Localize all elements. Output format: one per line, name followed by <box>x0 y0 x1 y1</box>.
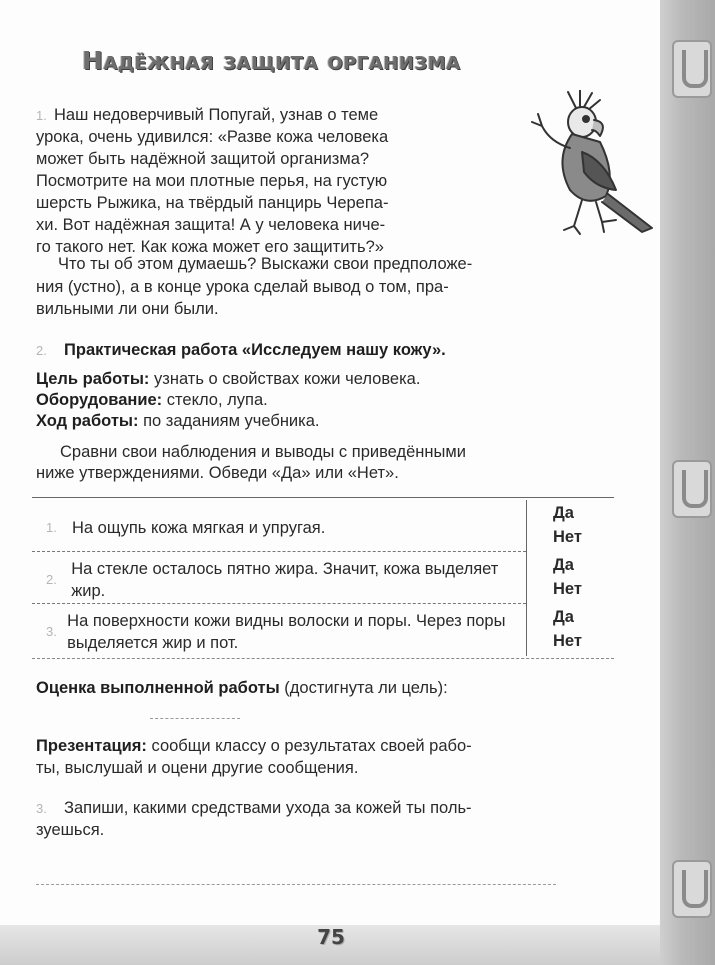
task2-heading: 2. Практическая работа «Исследуем нашу кожу». <box>36 339 446 362</box>
answer-cell <box>526 552 615 604</box>
statement-text: 1. На ощупь кожа мягкая и упругая. <box>32 500 526 552</box>
presentation-line: ты, выслушай и оцени другие сообщения. <box>36 759 359 777</box>
page-number: 75 <box>317 925 345 949</box>
edge-tab <box>672 40 712 98</box>
equipment-line: Оборудование: стекло, лупа. <box>36 391 268 409</box>
task1-line: может быть надёжной защитой организма? <box>36 150 370 168</box>
answer-line[interactable] <box>150 718 240 719</box>
answer-no[interactable]: Нет <box>553 528 582 546</box>
answer-cell <box>526 604 615 656</box>
compare-line: ниже утверждениями. Обведи «Да» или «Нет». <box>36 464 399 482</box>
evaluation-label: Оценка выполненной работы <box>36 679 280 697</box>
task3-line: 3. Запиши, какими средствами ухода за кожей ты поль- <box>36 797 472 820</box>
task1-line: урока, очень удивился: «Разве кожа человека <box>36 128 389 146</box>
presentation-line: Презентация: сообщи классу о результатах своей рабо- <box>36 737 472 755</box>
edge-tab <box>672 460 712 518</box>
goal-label: Цель работы: <box>36 370 150 388</box>
goal-line: Цель работы: узнать о свойствах кожи человека. <box>36 370 421 388</box>
statement-text: 3. На поверхности кожи видны волоски и поры. Через поры выделяется жир и пот. <box>46 612 506 652</box>
statement-row <box>32 500 614 552</box>
task1-question-line: ния (устно), а в конце урока сделай вывод о том, пра- <box>36 278 449 296</box>
task1-line: 1. Наш недоверчивый Попугай, узнав о теме <box>36 104 378 127</box>
task3-line: зуешься. <box>36 821 105 839</box>
answer-yes[interactable]: Да <box>553 608 574 626</box>
evaluation-line: Оценка выполненной работы (достигнута ли цель): <box>36 679 448 697</box>
task2-number: 2. <box>36 343 47 358</box>
answer-yes[interactable]: Да <box>553 556 574 574</box>
task1-question-line: вильными ли они были. <box>36 300 219 318</box>
statement-row <box>32 552 614 604</box>
answer-cell <box>526 500 615 552</box>
edge-tab <box>672 860 712 918</box>
procedure-label: Ход работы: <box>36 412 139 430</box>
answer-no[interactable]: Нет <box>553 580 582 598</box>
procedure-line: Ход работы: по заданиям учебника. <box>36 412 320 430</box>
task1-line: го такого нет. Как кожа может его защитить?» <box>36 238 384 256</box>
presentation-label: Презентация: <box>36 737 147 755</box>
task1-question-line: Что ты об этом думаешь? Выскажи свои предположе- <box>58 255 473 273</box>
answer-line[interactable] <box>36 884 556 885</box>
answer-no[interactable]: Нет <box>553 632 582 650</box>
statement-text: 2. На стекле осталось пятно жира. Значит, кожа выделяет жир. <box>32 552 526 604</box>
statement-row <box>32 604 614 656</box>
task3-number: 3. <box>36 801 47 816</box>
task1-line: хи. Вот надёжная защита! А у человека ниче- <box>36 216 386 234</box>
answer-yes[interactable]: Да <box>553 504 574 522</box>
task1-line: шерсть Рыжика, на твёрдый панцирь Черепа- <box>36 194 389 212</box>
equipment-label: Оборудование: <box>36 391 163 409</box>
compare-line: Сравни свои наблюдения и выводы с приведёнными <box>60 443 466 461</box>
parrot-illustration <box>524 90 660 240</box>
task1-number: 1. <box>36 108 47 123</box>
task1-line: Посмотрите на мои плотные перья, на густую <box>36 172 388 190</box>
statements-table <box>32 497 614 659</box>
page-title: Надёжная защита организма <box>82 46 461 75</box>
